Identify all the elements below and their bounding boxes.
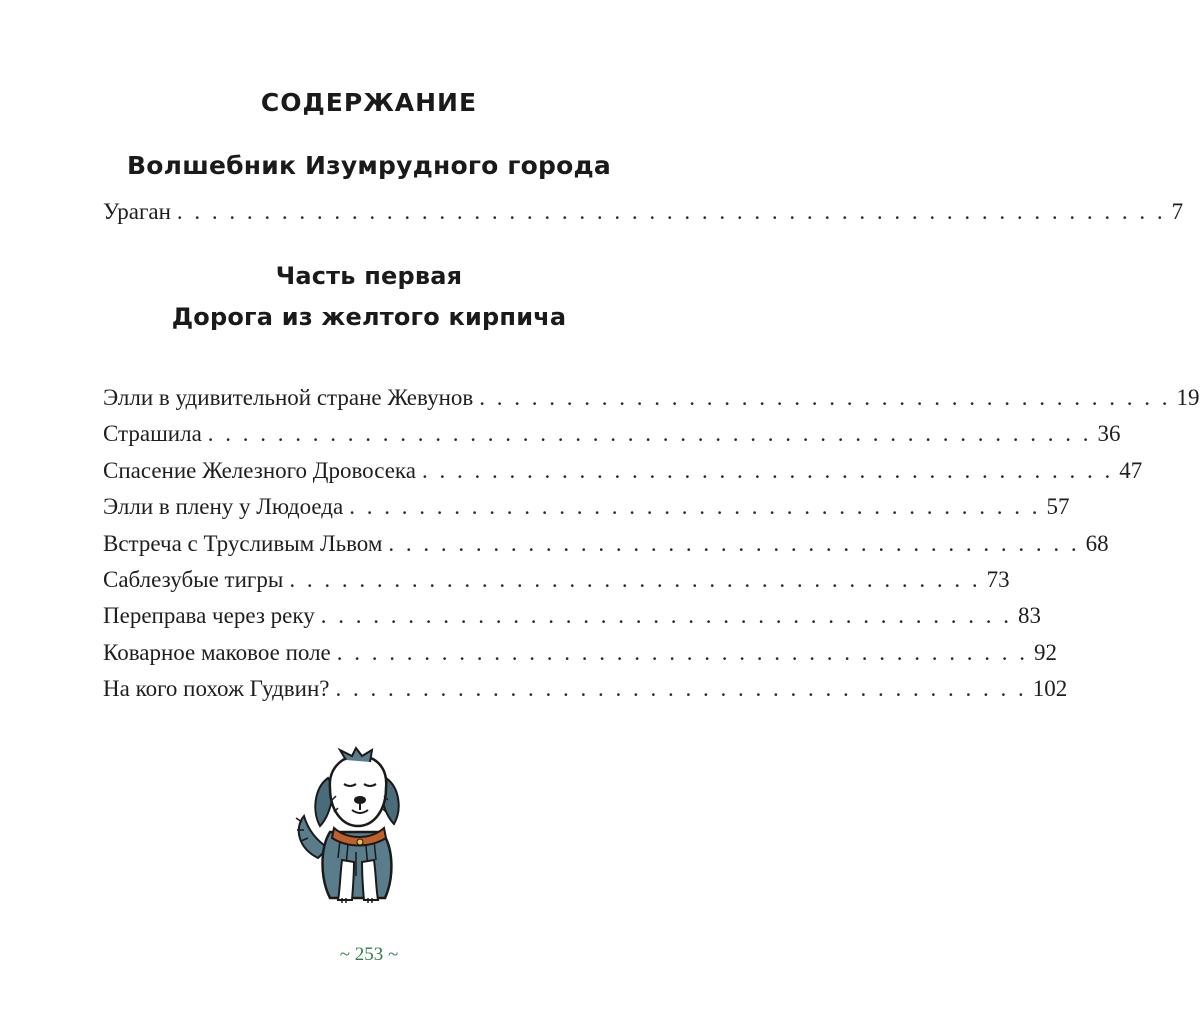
- toc-entry-page: 7: [1171, 199, 1184, 224]
- part-subtitle: Дорога из желтого кирпича: [171, 303, 567, 331]
- toc-entry-prologue: [103, 197, 1184, 227]
- toc-entry: [103, 601, 1041, 631]
- toc-entry-page: 102: [1032, 676, 1068, 701]
- contents-heading: СОДЕРЖАНИЕ: [260, 88, 478, 117]
- toc-entry-title: Страшила: [103, 421, 202, 446]
- toc-entry-title: Коварное маковое поле: [103, 640, 331, 665]
- toc-entry-page: 92: [1034, 640, 1058, 665]
- toc-entry: [103, 638, 1058, 668]
- toc-entry-title: Элли в плену у Людоеда: [103, 494, 344, 519]
- page-number: ~ 253 ~: [339, 944, 399, 965]
- leader-dots: . . . . . . . . . . . . . . . . . . . . . . . . . . . . . . . . . . . . . . . . . . . . . . . . . . . . . . . . .: [176, 199, 1166, 224]
- toc-entry-title: На кого похож Гудвин?: [103, 676, 330, 701]
- leader-dots: . . . . . . . . . . . . . . . . . . . . . . . . . . . . . . . . . . . . . . . .: [421, 458, 1114, 483]
- part-title: Часть первая: [275, 262, 463, 290]
- toc-entry-page: 19: [1176, 385, 1200, 410]
- toc-entry: [103, 565, 1010, 595]
- toc-entry-page: 83: [1017, 603, 1041, 628]
- toc-entry: [103, 456, 1143, 486]
- toc-entry-title: Элли в удивительной стране Жевунов: [103, 385, 474, 410]
- leader-dots: . . . . . . . . . . . . . . . . . . . . . . . . . . . . . . . . . . . . . . . . . . . . . . . . . . .: [207, 421, 1092, 446]
- leader-dots: . . . . . . . . . . . . . . . . . . . . . . . . . . . . . . . . . . . . . . . .: [320, 603, 1012, 628]
- leader-dots: . . . . . . . . . . . . . . . . . . . . . . . . . . . . . . . . . . . . . . . .: [335, 676, 1027, 701]
- toc-entry-page: 47: [1119, 458, 1143, 483]
- toc-entry-title: Ураган: [103, 199, 171, 224]
- toc-entry: [103, 419, 1121, 449]
- dog-illustration: [290, 748, 420, 908]
- toc-entry-page: 36: [1097, 421, 1121, 446]
- toc-entry: [103, 492, 1070, 522]
- toc-entry: [103, 674, 1068, 704]
- toc-entry-title: Встреча с Трусливым Львом: [103, 531, 383, 556]
- leader-dots: . . . . . . . . . . . . . . . . . . . . . . . . . . . . . . . . . . . . . . . .: [479, 385, 1171, 410]
- toc-entry-title: Спасение Железного Дровосека: [103, 458, 416, 483]
- toc-entry: [103, 383, 1200, 413]
- toc-entry-page: 57: [1046, 494, 1070, 519]
- leader-dots: . . . . . . . . . . . . . . . . . . . . . . . . . . . . . . . . . . . . . . . .: [289, 567, 981, 592]
- leader-dots: . . . . . . . . . . . . . . . . . . . . . . . . . . . . . . . . . . . . . . . .: [336, 640, 1029, 665]
- toc-entry: [103, 529, 1109, 559]
- toc-entry-page: 73: [986, 567, 1010, 592]
- leader-dots: . . . . . . . . . . . . . . . . . . . . . . . . . . . . . . . . . . . . . . . .: [388, 531, 1080, 556]
- book-title: Волшебник Изумрудного города: [127, 151, 611, 180]
- leader-dots: . . . . . . . . . . . . . . . . . . . . . . . . . . . . . . . . . . . . . . . .: [349, 494, 1041, 519]
- toc-entry-title: Саблезубые тигры: [103, 567, 284, 592]
- toc-entry-title: Переправа через реку: [103, 603, 315, 628]
- toc-entry-page: 68: [1085, 531, 1109, 556]
